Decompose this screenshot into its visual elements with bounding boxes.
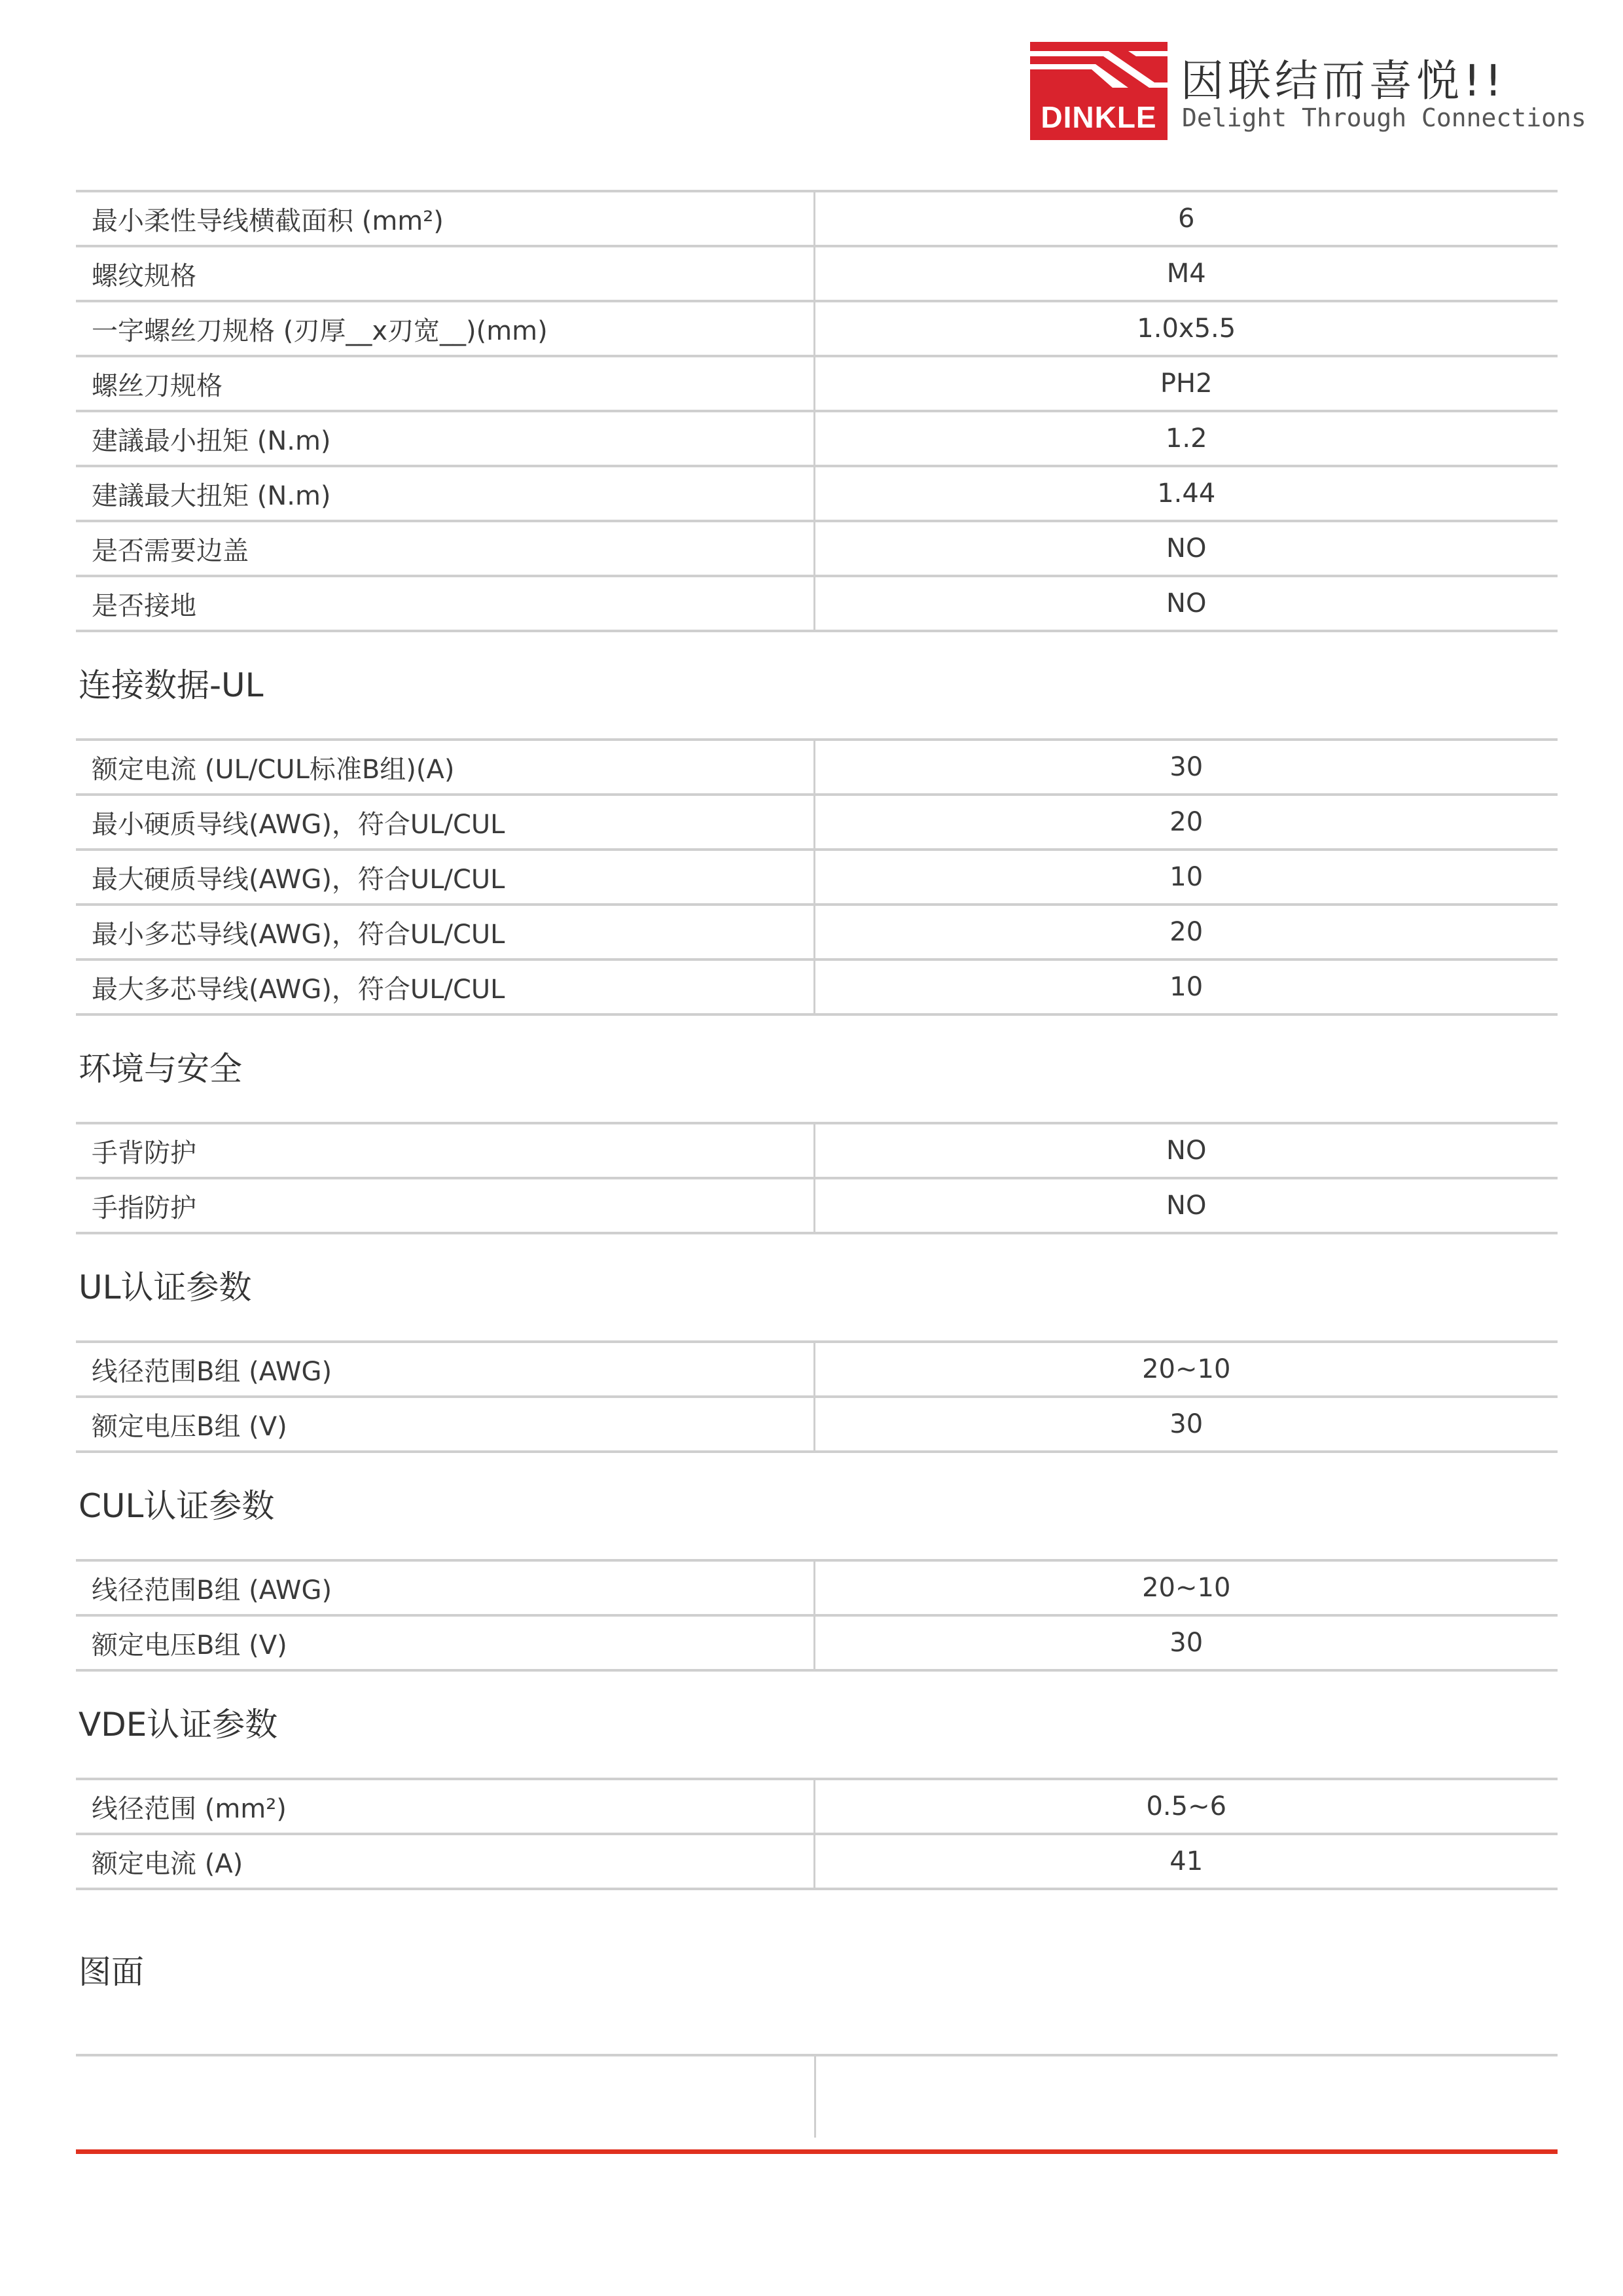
spec-value: 1.0x5.5 bbox=[814, 301, 1558, 356]
spec-row bbox=[76, 960, 1558, 1014]
spec-label: 最小硬质导线(AWG)，符合UL/CUL bbox=[76, 795, 814, 850]
spec-label: 额定电流 (UL/CUL标准B组)(A) bbox=[76, 740, 814, 795]
spec-value: 30 bbox=[814, 740, 1558, 795]
spec-value: NO bbox=[814, 576, 1558, 631]
spec-row bbox=[76, 795, 1558, 850]
spec-label: 螺纹规格 bbox=[76, 246, 814, 301]
spec-label: 额定电压B组 (V) bbox=[76, 1397, 814, 1452]
spec-value: PH2 bbox=[814, 356, 1558, 411]
spec-value: 1.44 bbox=[814, 466, 1558, 521]
spec-row bbox=[76, 905, 1558, 960]
section-spec-table bbox=[76, 738, 1558, 1016]
spec-label: 线径范围 (mm²) bbox=[76, 1779, 814, 1834]
slogan-chinese: 因联结而喜悦!! bbox=[1181, 56, 1506, 106]
spec-label: 线径范围B组 (AWG) bbox=[76, 1342, 814, 1397]
spec-row bbox=[76, 1342, 1558, 1397]
spec-row bbox=[76, 521, 1558, 576]
section-title: 环境与安全 bbox=[79, 1050, 242, 1088]
section-spec-table bbox=[76, 1340, 1558, 1453]
spec-row bbox=[76, 466, 1558, 521]
spec-row bbox=[76, 411, 1558, 466]
spec-label: 建議最小扭矩 (N.m) bbox=[76, 411, 814, 466]
spec-label: 建議最大扭矩 (N.m) bbox=[76, 466, 814, 521]
drawing-divider bbox=[814, 2056, 816, 2138]
spec-value: 41 bbox=[814, 1834, 1558, 1889]
dinkle-logo bbox=[1030, 42, 1586, 143]
spec-row bbox=[76, 356, 1558, 411]
spec-content bbox=[76, 190, 1558, 2138]
section-spec-table bbox=[76, 1559, 1558, 1672]
spec-label: 是否需要边盖 bbox=[76, 521, 814, 576]
spec-label: 最小柔性导线横截面积 (mm²) bbox=[76, 191, 814, 246]
footer-rule bbox=[76, 2149, 1558, 2154]
section-spec-table bbox=[76, 1778, 1558, 1890]
spec-value: M4 bbox=[814, 246, 1558, 301]
spec-label: 一字螺丝刀规格 (刃厚__x刃宽__)(mm) bbox=[76, 301, 814, 356]
slogan-english: Delight Through Connections bbox=[1182, 103, 1586, 132]
spec-value: 20~10 bbox=[814, 1560, 1558, 1615]
logo-wordmark: DINKLE bbox=[1041, 100, 1157, 134]
spec-value: 20~10 bbox=[814, 1342, 1558, 1397]
spec-label: 额定电流 (A) bbox=[76, 1834, 814, 1889]
section-title-drawing: 图面 bbox=[79, 1953, 144, 1991]
spec-row bbox=[76, 1178, 1558, 1233]
section-title: UL认证参数 bbox=[79, 1268, 252, 1306]
spec-value: 6 bbox=[814, 191, 1558, 246]
spec-value: NO bbox=[814, 1123, 1558, 1178]
logo-stripes-icon bbox=[1030, 42, 1168, 92]
spec-row bbox=[76, 576, 1558, 631]
spec-row bbox=[76, 740, 1558, 795]
section-title: VDE认证参数 bbox=[79, 1706, 278, 1744]
spec-label: 最小多芯导线(AWG)，符合UL/CUL bbox=[76, 905, 814, 960]
spec-value: 30 bbox=[814, 1615, 1558, 1670]
spec-value: 20 bbox=[814, 795, 1558, 850]
section-title: CUL认证参数 bbox=[79, 1487, 275, 1525]
spec-row bbox=[76, 1397, 1558, 1452]
spec-value: NO bbox=[814, 521, 1558, 576]
spec-sections bbox=[76, 632, 1558, 1890]
drawing-area bbox=[76, 2054, 1558, 2138]
spec-label: 手指防护 bbox=[76, 1178, 814, 1233]
spec-row bbox=[76, 191, 1558, 246]
spec-label: 最大多芯导线(AWG)，符合UL/CUL bbox=[76, 960, 814, 1014]
spec-value: NO bbox=[814, 1178, 1558, 1233]
spec-row bbox=[76, 246, 1558, 301]
spec-value: 0.5~6 bbox=[814, 1779, 1558, 1834]
spec-value: 10 bbox=[814, 850, 1558, 905]
spec-label: 最大硬质导线(AWG)，符合UL/CUL bbox=[76, 850, 814, 905]
spec-row bbox=[76, 1560, 1558, 1615]
spec-label: 额定电压B组 (V) bbox=[76, 1615, 814, 1670]
spec-row bbox=[76, 1834, 1558, 1889]
spec-row bbox=[76, 1123, 1558, 1178]
spec-value: 10 bbox=[814, 960, 1558, 1014]
spec-row bbox=[76, 1779, 1558, 1834]
spec-row bbox=[76, 1615, 1558, 1670]
spec-label: 螺丝刀规格 bbox=[76, 356, 814, 411]
spec-value: 1.2 bbox=[814, 411, 1558, 466]
spec-row bbox=[76, 301, 1558, 356]
spec-label: 线径范围B组 (AWG) bbox=[76, 1560, 814, 1615]
logo-mark bbox=[1030, 42, 1168, 140]
section-spec-table bbox=[76, 1122, 1558, 1234]
spec-row bbox=[76, 850, 1558, 905]
spec-value: 30 bbox=[814, 1397, 1558, 1452]
section-title: 连接数据-UL bbox=[79, 666, 264, 704]
spec-label: 手背防护 bbox=[76, 1123, 814, 1178]
spec-label: 是否接地 bbox=[76, 576, 814, 631]
general-spec-table bbox=[76, 190, 1558, 632]
spec-value: 20 bbox=[814, 905, 1558, 960]
